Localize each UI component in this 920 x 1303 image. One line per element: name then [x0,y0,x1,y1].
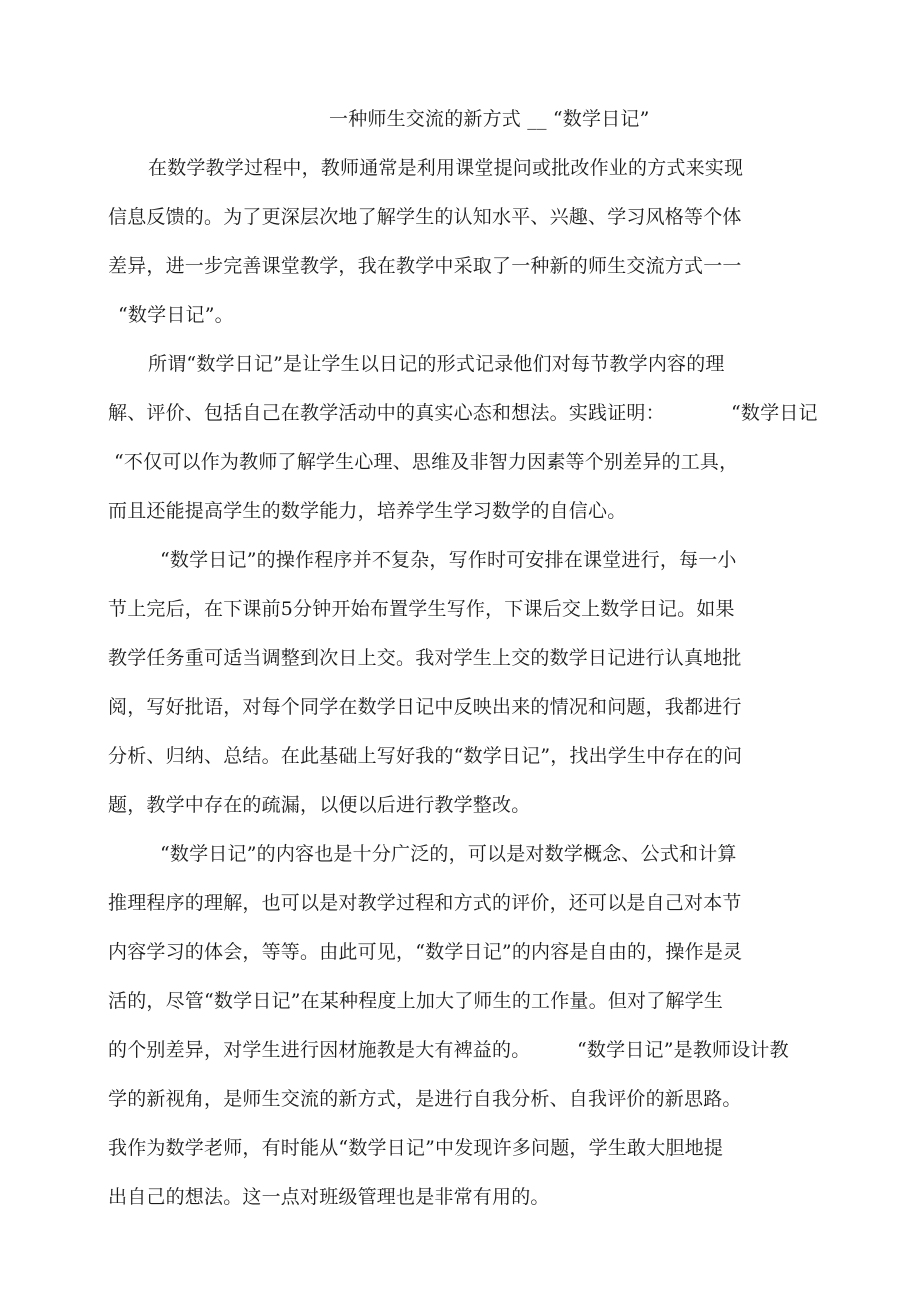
text-line: “数学日记”的操作程序并不复杂，写作时可安排在课堂进行，每一小 [160,549,737,571]
text-line: 所谓“数学日记”是让学生以日记的形式记录他们对每节教学内容的理 [148,353,725,375]
text-line: 的个别差异，对学生进行因材施教是大有裨益的。 [108,1039,531,1061]
text-line: “不仅可以作为教师了解学生心理、思维及非智力因素等个别差异的工具， [114,451,739,473]
text-line: 推理程序的理解，也可以是对教学过程和方式的评价，还可以是自己对本节 [108,892,742,914]
text-line: 我作为数学老师，有时能从“数学日记”中发现许多问题，学生敢大胆地提 [108,1137,724,1159]
text-line: 出自己的想法。这一点对班级管理也是非常有用的。 [108,1186,550,1208]
text-line: “数学日记”的内容也是十分广泛的，可以是对数学概念、公式和计算 [160,843,737,865]
text-line: 活的，尽管“数学日记”在某种程度上加大了师生的工作量。但对了解学生 [108,990,724,1012]
text-line: 解、评价、包括自己在教学活动中的真实心态和想法。实践证明： [108,402,665,424]
text-line: “数学日记”。 [118,304,234,326]
text-line: 学的新视角，是师生交流的新方式，是进行自我分析、自我评价的新思路。 [108,1088,742,1110]
text-line: 阅，写好批语，对每个同学在数学日记中反映出来的情况和问题，我都进行 [108,696,742,718]
text-line: 内容学习的体会，等等。由此可见，“数学日记”的内容是自由的，操作是灵 [108,941,743,963]
text-line: 信息反馈的。为了更深层次地了解学生的认知水平、兴趣、学习风格等个体 [108,206,742,228]
document-title: 一种师生交流的新方式 __ “数学日记” [329,108,650,130]
text-line: 在数学教学过程中，教师通常是利用课堂提问或批改作业的方式来实现 [148,157,744,179]
text-line: “数学日记”是教师设计教 [577,1039,789,1061]
text-line: 题，教学中存在的疏漏，以便以后进行教学整改。 [108,794,531,816]
text-line: 节上完后，在下课前5分钟开始布置学生写作，下课后交上数学日记。如果 [108,598,735,620]
text-line: 教学任务重可适当调整到次日上交。我对学生上交的数学日记进行认真地批 [108,647,742,669]
text-line: “数学日记 [731,402,818,424]
text-line: 而且还能提高学生的数学能力，培养学生学习数学的自信心。 [108,500,627,522]
text-line: 分析、归纳、总结。在此基础上写好我的“数学日记”，找出学生中存在的问 [108,745,743,767]
text-line: 差异，进一步完善课堂教学，我在教学中采取了一种新的师生交流方式一一 [108,255,742,277]
